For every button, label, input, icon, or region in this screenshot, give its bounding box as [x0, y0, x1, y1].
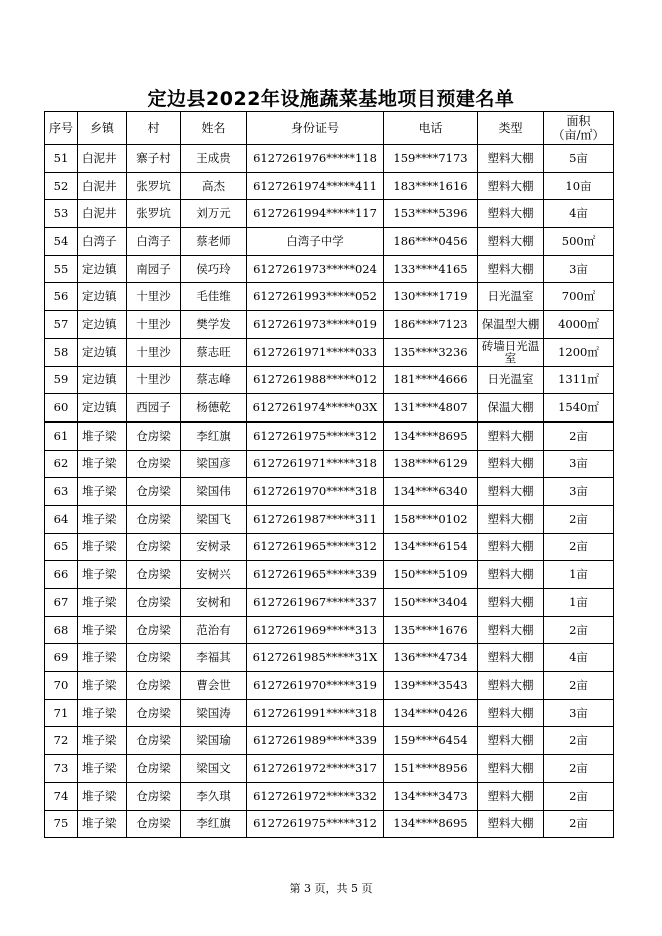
- cell-area: 4000㎡: [544, 311, 614, 339]
- cell-name: 梁国飞: [181, 505, 247, 533]
- cell-village: 张罗坑: [127, 200, 181, 228]
- cell-phone: 159****7173: [384, 145, 478, 173]
- cell-town: 堆子梁: [78, 505, 127, 533]
- table-body: [45, 145, 614, 838]
- table-row: [45, 450, 614, 478]
- cell-type: 塑料大棚: [478, 200, 544, 228]
- cell-village: 仓房梁: [127, 533, 181, 561]
- cell-town: 定边镇: [78, 311, 127, 339]
- cell-area: 4亩: [544, 644, 614, 672]
- cell-serial: 53: [45, 200, 78, 228]
- cell-town: 堆子梁: [78, 561, 127, 589]
- cell-town: 堆子梁: [78, 755, 127, 783]
- cell-type: 塑料大棚: [478, 533, 544, 561]
- cell-area: 2亩: [544, 810, 614, 838]
- header-serial: 序号: [45, 112, 78, 145]
- cell-village: 西园子: [127, 394, 181, 422]
- cell-town: 堆子梁: [78, 699, 127, 727]
- cell-area: 2亩: [544, 505, 614, 533]
- cell-village: 仓房梁: [127, 505, 181, 533]
- cell-name: 蔡志旺: [181, 338, 247, 366]
- cell-type: 塑料大棚: [478, 145, 544, 173]
- cell-area: 500㎡: [544, 228, 614, 256]
- cell-type: 塑料大棚: [478, 228, 544, 256]
- cell-type: 保温大棚: [478, 394, 544, 422]
- table-row: [45, 311, 614, 339]
- cell-village: 仓房梁: [127, 782, 181, 810]
- project-roster-table: [44, 111, 614, 838]
- table-row: [45, 200, 614, 228]
- cell-phone: 130****1719: [384, 283, 478, 311]
- cell-name: 安树兴: [181, 561, 247, 589]
- cell-id-number: 6127261967*****337: [247, 589, 384, 617]
- table-row: [45, 172, 614, 200]
- cell-type: 塑料大棚: [478, 450, 544, 478]
- table-row: [45, 422, 614, 450]
- cell-id-number: 6127261973*****024: [247, 255, 384, 283]
- cell-type: 塑料大棚: [478, 172, 544, 200]
- cell-name: 蔡老师: [181, 228, 247, 256]
- cell-name: 曹会世: [181, 672, 247, 700]
- page-footer: 第 3 页，共 5 页: [289, 882, 373, 895]
- cell-type: 日光温室: [478, 283, 544, 311]
- cell-id-number: 6127261969*****313: [247, 616, 384, 644]
- cell-area: 2亩: [544, 422, 614, 450]
- cell-type: 砖墙日光温室: [478, 338, 544, 366]
- cell-village: 十里沙: [127, 366, 181, 394]
- cell-town: 堆子梁: [78, 589, 127, 617]
- table-row: [45, 366, 614, 394]
- cell-phone: 186****7123: [384, 311, 478, 339]
- cell-village: 仓房梁: [127, 422, 181, 450]
- cell-id-number: 6127261965*****312: [247, 533, 384, 561]
- header-area: 面积 （亩/㎡）: [544, 112, 614, 145]
- cell-phone: 159****6454: [384, 727, 478, 755]
- cell-type: 塑料大棚: [478, 672, 544, 700]
- cell-name: 梁国瑜: [181, 727, 247, 755]
- cell-phone: 134****6340: [384, 478, 478, 506]
- cell-town: 定边镇: [78, 283, 127, 311]
- cell-name: 梁国涛: [181, 699, 247, 727]
- cell-area: 1200㎡: [544, 338, 614, 366]
- cell-area: 1亩: [544, 561, 614, 589]
- cell-village: 仓房梁: [127, 755, 181, 783]
- cell-id-number: 6127261976*****118: [247, 145, 384, 173]
- cell-serial: 63: [45, 478, 78, 506]
- cell-type: 塑料大棚: [478, 727, 544, 755]
- cell-type: 塑料大棚: [478, 782, 544, 810]
- cell-id-number: 6127261970*****319: [247, 672, 384, 700]
- cell-id-number: 6127261971*****033: [247, 338, 384, 366]
- cell-id-number: 6127261975*****312: [247, 810, 384, 838]
- cell-type: 日光温室: [478, 366, 544, 394]
- cell-serial: 51: [45, 145, 78, 173]
- header-village: 村: [127, 112, 181, 145]
- cell-town: 堆子梁: [78, 422, 127, 450]
- table-row: [45, 283, 614, 311]
- cell-serial: 57: [45, 311, 78, 339]
- cell-serial: 67: [45, 589, 78, 617]
- cell-town: 堆子梁: [78, 782, 127, 810]
- cell-area: 3亩: [544, 699, 614, 727]
- table-row: [45, 255, 614, 283]
- table-row: [45, 478, 614, 506]
- header-id-number: 身份证号: [247, 112, 384, 145]
- cell-village: 仓房梁: [127, 810, 181, 838]
- cell-name: 杨德乾: [181, 394, 247, 422]
- cell-serial: 72: [45, 727, 78, 755]
- cell-area: 10亩: [544, 172, 614, 200]
- cell-serial: 58: [45, 338, 78, 366]
- cell-name: 梁国文: [181, 755, 247, 783]
- cell-village: 仓房梁: [127, 672, 181, 700]
- cell-phone: 135****1676: [384, 616, 478, 644]
- cell-area: 2亩: [544, 782, 614, 810]
- cell-type: 塑料大棚: [478, 422, 544, 450]
- cell-name: 梁国伟: [181, 478, 247, 506]
- cell-type: 塑料大棚: [478, 755, 544, 783]
- cell-phone: 135****3236: [384, 338, 478, 366]
- cell-name: 安树和: [181, 589, 247, 617]
- cell-serial: 52: [45, 172, 78, 200]
- cell-phone: 134****0426: [384, 699, 478, 727]
- cell-type: 塑料大棚: [478, 699, 544, 727]
- header-phone: 电话: [384, 112, 478, 145]
- cell-id-number: 6127261989*****339: [247, 727, 384, 755]
- cell-area: 4亩: [544, 200, 614, 228]
- cell-phone: 150****5109: [384, 561, 478, 589]
- table-row: [45, 727, 614, 755]
- cell-village: 张罗坑: [127, 172, 181, 200]
- cell-serial: 62: [45, 450, 78, 478]
- table-row: [45, 533, 614, 561]
- cell-town: 白泥井: [78, 145, 127, 173]
- cell-area: 2亩: [544, 755, 614, 783]
- cell-village: 寨子村: [127, 145, 181, 173]
- cell-name: 樊学发: [181, 311, 247, 339]
- cell-id-number: 6127261987*****311: [247, 505, 384, 533]
- cell-area: 1540㎡: [544, 394, 614, 422]
- cell-phone: 151****8956: [384, 755, 478, 783]
- table-row: [45, 338, 614, 366]
- cell-phone: 138****6129: [384, 450, 478, 478]
- cell-area: 1311㎡: [544, 366, 614, 394]
- cell-serial: 65: [45, 533, 78, 561]
- cell-village: 仓房梁: [127, 589, 181, 617]
- cell-serial: 68: [45, 616, 78, 644]
- cell-name: 李红旗: [181, 422, 247, 450]
- cell-id-number: 6127261988*****012: [247, 366, 384, 394]
- cell-name: 安树录: [181, 533, 247, 561]
- cell-town: 堆子梁: [78, 810, 127, 838]
- cell-serial: 73: [45, 755, 78, 783]
- cell-id-number: 6127261973*****019: [247, 311, 384, 339]
- cell-area: 3亩: [544, 255, 614, 283]
- cell-type: 塑料大棚: [478, 505, 544, 533]
- cell-village: 十里沙: [127, 311, 181, 339]
- cell-phone: 131****4807: [384, 394, 478, 422]
- cell-name: 高杰: [181, 172, 247, 200]
- cell-id-number: 白湾子中学: [247, 228, 384, 256]
- cell-serial: 56: [45, 283, 78, 311]
- cell-type: 塑料大棚: [478, 589, 544, 617]
- header-type: 类型: [478, 112, 544, 145]
- cell-serial: 75: [45, 810, 78, 838]
- cell-id-number: 6127261965*****339: [247, 561, 384, 589]
- cell-area: 2亩: [544, 672, 614, 700]
- cell-id-number: 6127261993*****052: [247, 283, 384, 311]
- cell-town: 堆子梁: [78, 478, 127, 506]
- cell-area: 2亩: [544, 727, 614, 755]
- cell-village: 仓房梁: [127, 699, 181, 727]
- cell-phone: 134****3473: [384, 782, 478, 810]
- cell-village: 仓房梁: [127, 561, 181, 589]
- cell-serial: 70: [45, 672, 78, 700]
- cell-village: 仓房梁: [127, 644, 181, 672]
- header-town: 乡镇: [78, 112, 127, 145]
- cell-serial: 64: [45, 505, 78, 533]
- cell-id-number: 6127261970*****318: [247, 478, 384, 506]
- cell-serial: 69: [45, 644, 78, 672]
- cell-town: 堆子梁: [78, 727, 127, 755]
- cell-id-number: 6127261975*****312: [247, 422, 384, 450]
- cell-id-number: 6127261985*****31X: [247, 644, 384, 672]
- cell-town: 堆子梁: [78, 616, 127, 644]
- cell-id-number: 6127261974*****03X: [247, 394, 384, 422]
- cell-type: 塑料大棚: [478, 616, 544, 644]
- table-row: [45, 394, 614, 422]
- cell-type: 塑料大棚: [478, 810, 544, 838]
- table-row: [45, 145, 614, 173]
- cell-area: 700㎡: [544, 283, 614, 311]
- cell-area: 3亩: [544, 478, 614, 506]
- cell-name: 王成贵: [181, 145, 247, 173]
- cell-name: 刘万元: [181, 200, 247, 228]
- cell-phone: 136****4734: [384, 644, 478, 672]
- cell-id-number: 6127261971*****318: [247, 450, 384, 478]
- cell-phone: 150****3404: [384, 589, 478, 617]
- cell-town: 定边镇: [78, 338, 127, 366]
- cell-type: 塑料大棚: [478, 561, 544, 589]
- table-row: [45, 672, 614, 700]
- table-row: [45, 561, 614, 589]
- cell-name: 侯巧玲: [181, 255, 247, 283]
- cell-phone: 133****4165: [384, 255, 478, 283]
- table-row: [45, 505, 614, 533]
- cell-area: 2亩: [544, 616, 614, 644]
- cell-phone: 186****0456: [384, 228, 478, 256]
- header-name: 姓名: [181, 112, 247, 145]
- cell-serial: 60: [45, 394, 78, 422]
- cell-name: 梁国彦: [181, 450, 247, 478]
- cell-id-number: 6127261972*****332: [247, 782, 384, 810]
- cell-town: 白泥井: [78, 172, 127, 200]
- cell-serial: 74: [45, 782, 78, 810]
- cell-name: 李福其: [181, 644, 247, 672]
- table-row: [45, 810, 614, 838]
- cell-serial: 61: [45, 422, 78, 450]
- cell-phone: 183****1616: [384, 172, 478, 200]
- table-row: [45, 589, 614, 617]
- cell-phone: 153****5396: [384, 200, 478, 228]
- cell-phone: 134****8695: [384, 422, 478, 450]
- table-row: [45, 228, 614, 256]
- cell-town: 定边镇: [78, 394, 127, 422]
- cell-name: 李红旗: [181, 810, 247, 838]
- cell-area: 2亩: [544, 533, 614, 561]
- cell-area: 1亩: [544, 589, 614, 617]
- cell-type: 塑料大棚: [478, 478, 544, 506]
- cell-town: 定边镇: [78, 366, 127, 394]
- table-row: [45, 616, 614, 644]
- cell-village: 仓房梁: [127, 478, 181, 506]
- cell-name: 蔡志峰: [181, 366, 247, 394]
- cell-type: 保温型大棚: [478, 311, 544, 339]
- cell-village: 仓房梁: [127, 450, 181, 478]
- cell-town: 堆子梁: [78, 533, 127, 561]
- cell-village: 十里沙: [127, 283, 181, 311]
- cell-serial: 59: [45, 366, 78, 394]
- cell-village: 十里沙: [127, 338, 181, 366]
- cell-town: 堆子梁: [78, 450, 127, 478]
- table-header-row: [45, 112, 614, 145]
- table-row: [45, 699, 614, 727]
- cell-id-number: 6127261972*****317: [247, 755, 384, 783]
- table-row: [45, 644, 614, 672]
- cell-phone: 158****0102: [384, 505, 478, 533]
- cell-id-number: 6127261974*****411: [247, 172, 384, 200]
- cell-town: 堆子梁: [78, 672, 127, 700]
- cell-phone: 134****8695: [384, 810, 478, 838]
- cell-serial: 55: [45, 255, 78, 283]
- cell-id-number: 6127261991*****318: [247, 699, 384, 727]
- cell-town: 白湾子: [78, 228, 127, 256]
- cell-type: 塑料大棚: [478, 644, 544, 672]
- cell-serial: 66: [45, 561, 78, 589]
- cell-area: 3亩: [544, 450, 614, 478]
- cell-name: 范治有: [181, 616, 247, 644]
- cell-type: 塑料大棚: [478, 255, 544, 283]
- cell-id-number: 6127261994*****117: [247, 200, 384, 228]
- cell-phone: 139****3543: [384, 672, 478, 700]
- table-row: [45, 782, 614, 810]
- cell-village: 仓房梁: [127, 616, 181, 644]
- cell-name: 李久琪: [181, 782, 247, 810]
- cell-area: 5亩: [544, 145, 614, 173]
- cell-serial: 54: [45, 228, 78, 256]
- cell-town: 定边镇: [78, 255, 127, 283]
- cell-town: 堆子梁: [78, 644, 127, 672]
- table-row: [45, 755, 614, 783]
- cell-town: 白泥井: [78, 200, 127, 228]
- cell-phone: 134****6154: [384, 533, 478, 561]
- document-title: 定边县2022年设施蔬菜基地项目预建名单: [147, 88, 515, 110]
- cell-serial: 71: [45, 699, 78, 727]
- cell-village: 白湾子: [127, 228, 181, 256]
- cell-name: 毛佳维: [181, 283, 247, 311]
- cell-phone: 181****4666: [384, 366, 478, 394]
- cell-village: 南园子: [127, 255, 181, 283]
- cell-village: 仓房梁: [127, 727, 181, 755]
